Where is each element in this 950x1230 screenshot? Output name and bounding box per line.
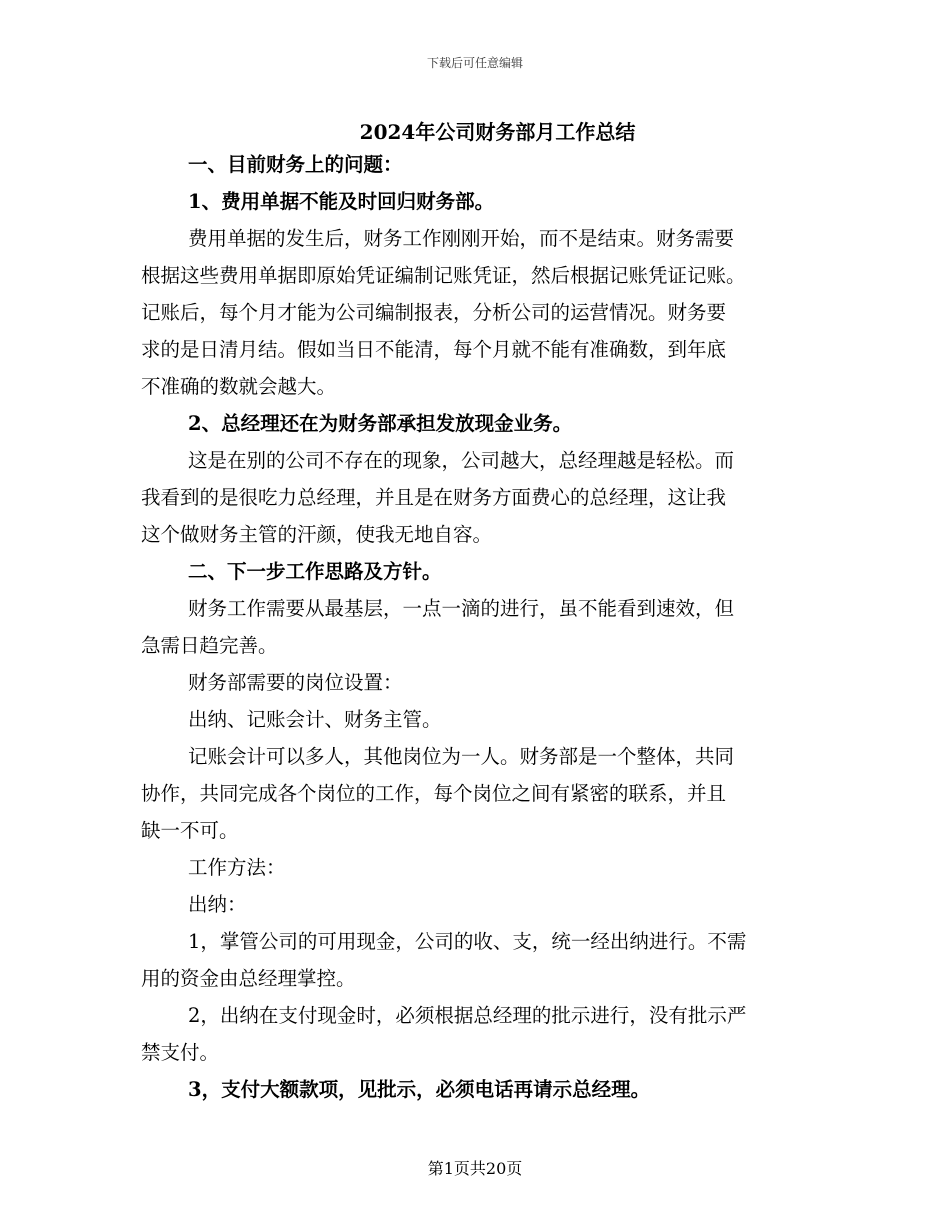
- paragraph-line: 这是在别的公司不存在的现象，公司越大，总经理越是轻松。而: [188, 449, 735, 472]
- document-body: [141, 146, 811, 1108]
- paragraph-line: 财务工作需要从最基层，一点一滴的进行，虽不能看到速效，但: [188, 597, 735, 620]
- paragraph-line: 2，出纳在支付现金时，必须根据总经理的批示进行，没有批示严: [188, 1004, 747, 1027]
- header-note: 下载后可任意编辑: [426, 56, 523, 70]
- paragraph-line: 记账会计可以多人，其他岗位为一人。财务部是一个整体，共同: [188, 745, 735, 768]
- paragraph-line: 协作，共同完成各个岗位的工作，每个岗位之间有紧密的联系，并且: [141, 782, 727, 805]
- paragraph-line: 出纳、记账会计、财务主管。: [188, 708, 442, 731]
- section-heading: 2、总经理还在为财务部承担发放现金业务。: [188, 412, 573, 435]
- paragraph-line: 禁支付。: [141, 1041, 220, 1064]
- paragraph-line: 我看到的是很吃力总经理，并且是在财务方面费心的总经理，这让我: [141, 486, 727, 509]
- paragraph-line: 工作方法：: [188, 856, 286, 879]
- document-title: 2024年公司财务部月工作总结: [359, 120, 636, 144]
- paragraph-line: 求的是日清月结。假如当日不能清，每个月就不能有准确数，到年底: [141, 338, 727, 361]
- section-heading: 二、下一步工作思路及方针。: [188, 560, 442, 583]
- paragraph-line: 记账后，每个月才能为公司编制报表，分析公司的运营情况。财务要: [141, 301, 727, 324]
- section-heading: 一、目前财务上的问题：: [188, 153, 403, 176]
- paragraph-line: 根据这些费用单据即原始凭证编制记账凭证，然后根据记账凭证记账。: [141, 264, 746, 287]
- paragraph-line: 出纳：: [188, 893, 247, 916]
- paragraph-line: 急需日趋完善。: [141, 634, 278, 657]
- paragraph-line: 费用单据的发生后，财务工作刚刚开始，而不是结束。财务需要: [188, 227, 735, 250]
- section-heading: 1、费用单据不能及时回归财务部。: [188, 190, 495, 213]
- paragraph-line: 1，掌管公司的可用现金，公司的收、支，统一经出纳进行。不需: [188, 930, 747, 953]
- paragraph-line: 缺一不可。: [141, 819, 239, 842]
- paragraph-line: 用的资金由总经理掌控。: [141, 967, 356, 990]
- page-footer: 第1页共20页: [427, 1159, 523, 1178]
- paragraph-line: 财务部需要的岗位设置：: [188, 671, 403, 694]
- paragraph-line: 这个做财务主管的汗颜，使我无地自容。: [141, 523, 493, 546]
- paragraph-line: 不准确的数就会越大。: [141, 375, 337, 398]
- section-heading: 3，支付大额款项，见批示，必须电话再请示总经理。: [188, 1078, 651, 1101]
